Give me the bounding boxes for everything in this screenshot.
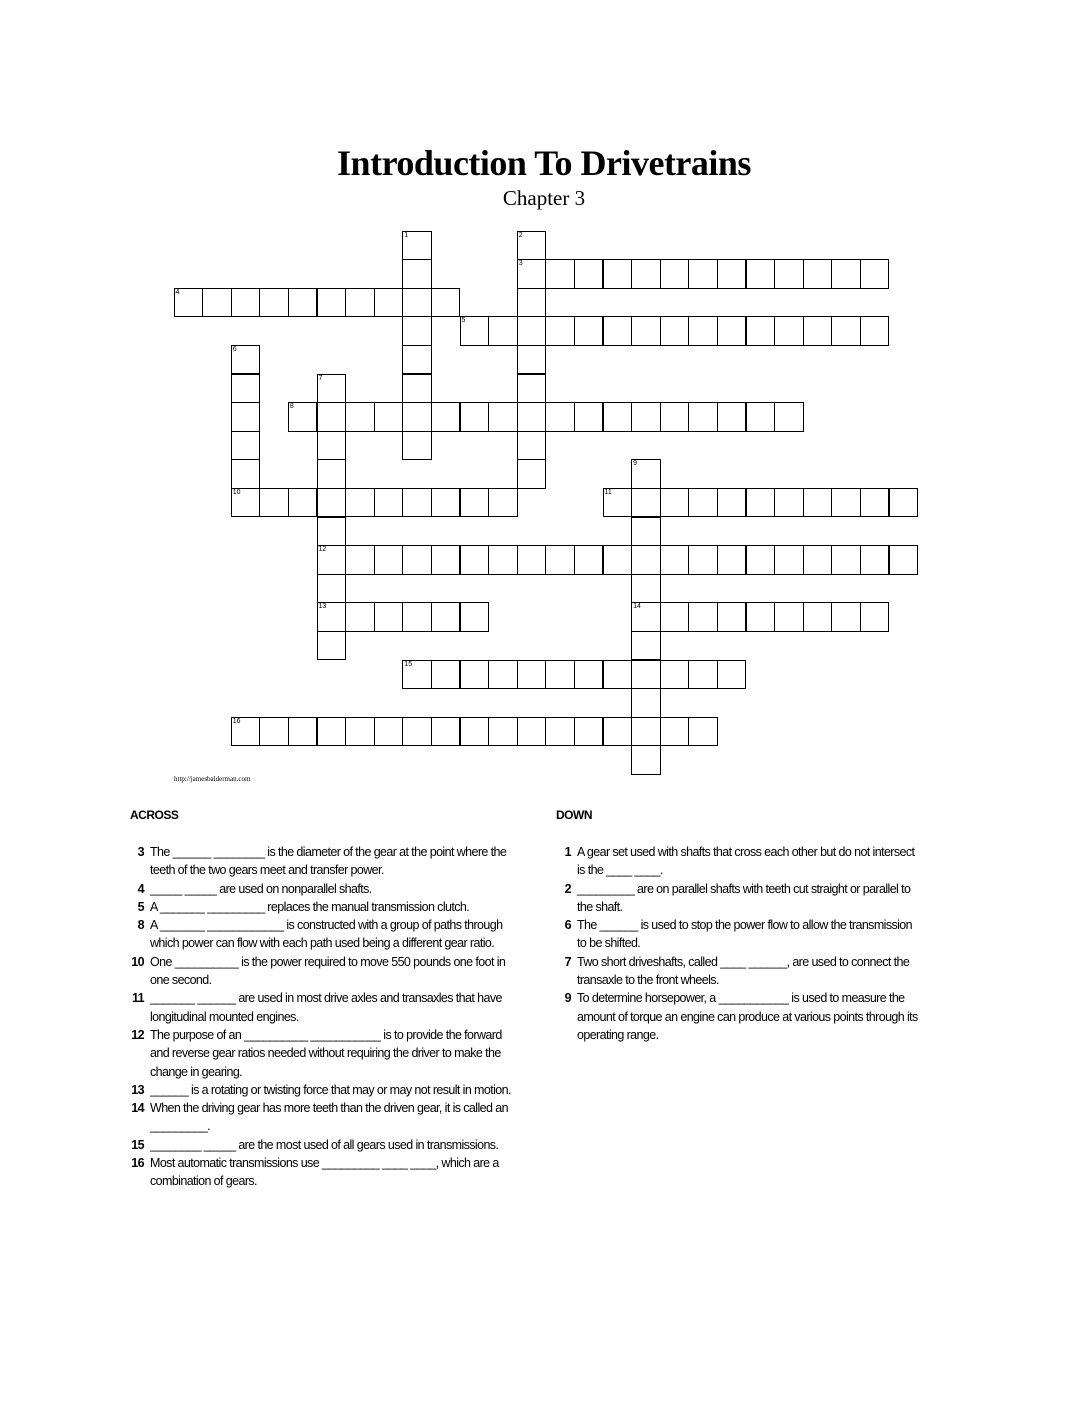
crossword-cell[interactable] [488, 717, 518, 747]
across-clue [126, 1136, 516, 1154]
crossword-cell[interactable] [803, 259, 833, 289]
crossword-cell[interactable] [603, 660, 633, 690]
crossword-cell[interactable] [688, 316, 718, 346]
down-clue [553, 880, 923, 917]
crossword-cell[interactable] [288, 488, 318, 518]
clue-number-label: 11 [604, 488, 612, 496]
crossword-cell[interactable] [402, 717, 432, 747]
page-subtitle: Chapter 3 [502, 186, 586, 210]
clue-number: 16 [131, 1156, 144, 1171]
crossword-cell[interactable] [545, 402, 575, 432]
crossword-cell[interactable] [746, 316, 776, 346]
crossword-cell[interactable] [317, 288, 347, 318]
crossword-cell[interactable] [402, 345, 432, 375]
clue-text: _____ _____ are used on nonparallel shafts. [150, 881, 372, 896]
crossword-cell[interactable] [431, 488, 461, 518]
crossword-cell[interactable] [374, 288, 404, 318]
crossword-cell[interactable] [603, 259, 633, 289]
crossword-cell[interactable] [431, 717, 461, 747]
crossword-cell[interactable] [317, 459, 347, 489]
clue-number: 12 [131, 1027, 144, 1042]
crossword-cell[interactable] [317, 402, 347, 432]
crossword-cell[interactable] [374, 402, 404, 432]
crossword-cell[interactable] [660, 660, 690, 690]
crossword-cell[interactable] [603, 488, 633, 518]
crossword-cell[interactable] [889, 488, 919, 518]
crossword-cell[interactable] [631, 316, 661, 346]
crossword-cell[interactable] [231, 488, 261, 518]
crossword-cell[interactable] [374, 717, 404, 747]
crossword-cell[interactable] [660, 316, 690, 346]
crossword-cell[interactable] [746, 259, 776, 289]
crossword-cell[interactable] [488, 488, 518, 518]
crossword-cell[interactable] [545, 717, 575, 747]
clue-text: _______ ______ are used in most drive axles and transaxles that have longitudinal mounted engines. [150, 991, 502, 1024]
crossword-cell[interactable] [603, 402, 633, 432]
crossword-cell[interactable] [460, 316, 490, 346]
crossword-cell[interactable] [231, 717, 261, 747]
crossword-cell[interactable] [746, 545, 776, 575]
crossword-cell[interactable] [803, 602, 833, 632]
crossword-cell[interactable] [660, 259, 690, 289]
crossword-cell[interactable] [517, 402, 547, 432]
crossword-cell[interactable] [345, 717, 375, 747]
crossword-cell[interactable] [402, 545, 432, 575]
crossword-cell[interactable] [545, 660, 575, 690]
clue-number: 15 [131, 1137, 144, 1152]
crossword-cell[interactable] [603, 316, 633, 346]
crossword-cell[interactable] [746, 402, 776, 432]
across-clue [126, 843, 516, 880]
across-clue [126, 953, 516, 990]
crossword-cell[interactable] [317, 431, 347, 461]
crossword-cell[interactable] [774, 259, 804, 289]
crossword-cell[interactable] [517, 374, 547, 404]
crossword-cell[interactable] [431, 660, 461, 690]
crossword-cell[interactable] [317, 517, 347, 547]
crossword-cell[interactable] [631, 574, 661, 604]
crossword-cell[interactable] [488, 316, 518, 346]
crossword-cell[interactable] [460, 602, 490, 632]
crossword-cell[interactable] [717, 602, 747, 632]
clue-number-label: 5 [461, 317, 466, 325]
crossword-cell[interactable] [545, 259, 575, 289]
crossword-cell[interactable] [402, 488, 432, 518]
crossword-cell[interactable] [860, 259, 890, 289]
across-clue [126, 1099, 516, 1136]
crossword-cell[interactable] [374, 488, 404, 518]
crossword-cell[interactable] [660, 545, 690, 575]
clue-text: ________ _____ are the most used of all gears used in transmissions. [150, 1137, 499, 1152]
crossword-cell[interactable] [688, 717, 718, 747]
crossword-cell[interactable] [631, 717, 661, 747]
clue-number: 5 [137, 899, 144, 914]
crossword-cell[interactable] [746, 602, 776, 632]
clue-number-label: 14 [633, 603, 641, 611]
crossword-cell[interactable] [831, 488, 861, 518]
crossword-cell[interactable] [374, 545, 404, 575]
crossword-cell[interactable] [603, 717, 633, 747]
crossword-cell[interactable] [574, 717, 604, 747]
down-clue [553, 953, 923, 990]
across-clue [126, 1081, 516, 1099]
crossword-cell[interactable] [431, 545, 461, 575]
across-clue [126, 1026, 516, 1081]
crossword-cell[interactable] [860, 316, 890, 346]
crossword-cell[interactable] [631, 660, 661, 690]
clue-number: 14 [131, 1101, 144, 1116]
across-heading: ACROSS [130, 808, 179, 822]
crossword-cell[interactable] [402, 402, 432, 432]
crossword-cell[interactable] [717, 488, 747, 518]
clue-text: ______ is a rotating or twisting force that may or may not result in motion. [150, 1082, 511, 1097]
clue-number: 9 [564, 991, 571, 1006]
crossword-cell[interactable] [460, 488, 490, 518]
clue-text: Two short driveshafts, called ____ ______, are used to connect the transaxle to the front wheels. [577, 954, 910, 988]
clue-number-label: 1 [404, 231, 409, 239]
clue-text: A _______ ____________ is constructed with a group of paths through which power can flow with each path used being a different gear ratio. [150, 918, 503, 951]
crossword-cell[interactable] [259, 717, 289, 747]
crossword-cell[interactable] [889, 545, 919, 575]
clue-number: 8 [137, 918, 144, 933]
crossword-cell[interactable] [288, 717, 318, 747]
crossword-cell[interactable] [517, 259, 547, 289]
crossword-cell[interactable] [317, 545, 347, 575]
crossword-cell[interactable] [317, 602, 347, 632]
crossword-cell[interactable] [460, 545, 490, 575]
crossword-cell[interactable] [402, 431, 432, 461]
crossword-cell[interactable] [631, 602, 661, 632]
crossword-cell[interactable] [574, 259, 604, 289]
crossword-cell[interactable] [402, 602, 432, 632]
page-title: Introduction To Drivetrains [337, 143, 751, 183]
down-clue [553, 843, 923, 880]
crossword-cell[interactable] [774, 602, 804, 632]
clue-text: Most automatic transmissions use _________ ____ ____, which are a combination of gears. [150, 1156, 499, 1189]
crossword-cell[interactable] [545, 316, 575, 346]
crossword-cell[interactable] [231, 374, 261, 404]
crossword-cell[interactable] [288, 288, 318, 318]
crossword-cell[interactable] [345, 488, 375, 518]
clue-number-label: 15 [404, 660, 413, 668]
crossword-cell[interactable] [317, 488, 347, 518]
crossword-cell[interactable] [746, 488, 776, 518]
clue-number-label: 6 [232, 345, 237, 353]
across-clue [126, 1154, 516, 1191]
crossword-cell[interactable] [202, 288, 232, 318]
clue-number: 7 [564, 954, 571, 969]
down-clue-list [553, 843, 923, 1044]
crossword-cell[interactable] [517, 288, 547, 318]
crossword-cell[interactable] [460, 660, 490, 690]
crossword-cell[interactable] [860, 545, 890, 575]
across-clue [126, 916, 516, 953]
clue-number: 13 [131, 1082, 144, 1097]
crossword-cell[interactable] [774, 402, 804, 432]
crossword-cell[interactable] [517, 316, 547, 346]
crossword-cell[interactable] [574, 402, 604, 432]
crossword-cell[interactable] [717, 316, 747, 346]
clue-number-label: 9 [633, 460, 637, 468]
crossword-cell[interactable] [574, 316, 604, 346]
crossword-cell[interactable] [574, 660, 604, 690]
clue-text: When the driving gear has more teeth than the driven gear, it is called an _________. [150, 1101, 508, 1134]
crossword-cell[interactable] [402, 231, 432, 261]
down-heading: DOWN [556, 808, 592, 822]
clue-text: One __________ is the power required to move 550 pounds one foot in one second. [150, 954, 506, 988]
crossword-cell[interactable] [402, 259, 432, 289]
crossword-cell[interactable] [231, 402, 261, 432]
crossword-cell[interactable] [603, 545, 633, 575]
crossword-cell[interactable] [631, 488, 661, 518]
clue-number-label: 7 [318, 374, 323, 382]
crossword-cell[interactable] [717, 660, 747, 690]
down-clue [553, 916, 923, 953]
crossword-cell[interactable] [631, 459, 661, 489]
crossword-cell[interactable] [688, 259, 718, 289]
crossword-cell[interactable] [803, 545, 833, 575]
crossword-cell[interactable] [774, 316, 804, 346]
crossword-cell[interactable] [259, 288, 289, 318]
crossword-cell[interactable] [517, 231, 547, 261]
clue-number-label: 10 [232, 488, 241, 496]
crossword-cell[interactable] [688, 545, 718, 575]
crossword-cell[interactable] [517, 431, 547, 461]
crossword-cell[interactable] [717, 259, 747, 289]
crossword-cell[interactable] [831, 545, 861, 575]
crossword-cell[interactable] [803, 488, 833, 518]
crossword-cell[interactable] [402, 660, 432, 690]
clue-number-label: 4 [175, 288, 180, 296]
clue-text: _________ are on parallel shafts with teeth cut straight or parallel to the shaft. [577, 881, 911, 914]
source-url: http://jamesbalderman.com [174, 775, 251, 783]
crossword-cell[interactable] [317, 717, 347, 747]
crossword-cell[interactable] [345, 402, 375, 432]
clue-text: A _______ _________ replaces the manual transmission clutch. [150, 899, 470, 914]
crossword-cell[interactable] [860, 602, 890, 632]
clue-number-label: 16 [232, 717, 241, 725]
clue-number-label: 8 [289, 403, 294, 411]
crossword-cell[interactable] [288, 402, 318, 432]
clue-number-label: 2 [518, 231, 523, 239]
clue-text: To determine horsepower, a ___________ is used to measure the amount of torque an engine can produce at various points through its operating range. [577, 991, 918, 1042]
crossword-cell[interactable] [488, 660, 518, 690]
clue-number-label: 3 [518, 260, 523, 268]
crossword-cell[interactable] [488, 545, 518, 575]
crossword-cell[interactable] [660, 402, 690, 432]
crossword-cell[interactable] [231, 431, 261, 461]
crossword-cell[interactable] [688, 660, 718, 690]
clue-number: 3 [137, 845, 144, 859]
crossword-cell[interactable] [717, 545, 747, 575]
clue-text: The purpose of an __________ ___________ is to provide the forward and reverse gear ratios needed without requiring the driver to make the change in gearing. [150, 1027, 502, 1079]
crossword-cell[interactable] [517, 545, 547, 575]
crossword-cell[interactable] [831, 602, 861, 632]
crossword-cell[interactable] [345, 288, 375, 318]
crossword-cell[interactable] [402, 288, 432, 318]
across-clue-list [126, 843, 516, 1191]
crossword-cell[interactable] [345, 545, 375, 575]
crossword-cell[interactable] [803, 316, 833, 346]
clue-number: 11 [131, 991, 144, 1006]
crossword-cell[interactable] [774, 488, 804, 518]
crossword-cell[interactable] [660, 488, 690, 518]
crossword-cell[interactable] [660, 602, 690, 632]
clue-number: 1 [564, 845, 571, 859]
crossword-cell[interactable] [431, 402, 461, 432]
crossword-cell[interactable] [259, 488, 289, 518]
clue-number: 10 [131, 954, 144, 969]
clue-number: 6 [564, 918, 571, 933]
crossword-cell[interactable] [631, 631, 661, 661]
crossword-cell[interactable] [631, 517, 661, 547]
crossword-cell[interactable] [631, 259, 661, 289]
clue-text: The ______ ________ is the diameter of the gear at the point where the teeth of the two gears meet and transfer power. [150, 845, 507, 878]
crossword-cell[interactable] [460, 402, 490, 432]
crossword-cell[interactable] [631, 402, 661, 432]
crossword-cell[interactable] [402, 374, 432, 404]
crossword-cell[interactable] [545, 545, 575, 575]
crossword-cell[interactable] [345, 602, 375, 632]
crossword-cell[interactable] [774, 545, 804, 575]
crossword-cell[interactable] [231, 288, 261, 318]
crossword-cell[interactable] [688, 402, 718, 432]
crossword-cell[interactable] [431, 288, 461, 318]
crossword-cell[interactable] [631, 745, 661, 775]
crossword-cell[interactable] [402, 316, 432, 346]
crossword-cell[interactable] [317, 631, 347, 661]
clue-text: A gear set used with shafts that cross each other but do not intersect is the ____ ____. [577, 845, 915, 878]
crossword-cell[interactable] [688, 602, 718, 632]
clue-number-label: 13 [318, 603, 327, 611]
clue-number: 4 [137, 881, 144, 896]
crossword-cell[interactable] [174, 288, 204, 318]
crossword-cell[interactable] [517, 459, 547, 489]
crossword-cell[interactable] [231, 345, 261, 375]
crossword-cell[interactable] [860, 488, 890, 518]
crossword-cell[interactable] [831, 259, 861, 289]
crossword-cell[interactable] [317, 374, 347, 404]
across-clue [126, 989, 516, 1026]
crossword-cell[interactable] [631, 545, 661, 575]
crossword-cell[interactable] [431, 602, 461, 632]
crossword-cell[interactable] [317, 574, 347, 604]
crossword-cell[interactable] [231, 459, 261, 489]
crossword-cell[interactable] [660, 717, 690, 747]
crossword-cell[interactable] [831, 316, 861, 346]
crossword-cell[interactable] [517, 717, 547, 747]
crossword-cell[interactable] [631, 688, 661, 718]
crossword-cell[interactable] [517, 345, 547, 375]
crossword-cell[interactable] [717, 402, 747, 432]
down-clue [553, 989, 923, 1044]
crossword-cell[interactable] [517, 660, 547, 690]
clue-number: 2 [564, 881, 571, 896]
across-clue [126, 898, 516, 916]
crossword-cell[interactable] [574, 545, 604, 575]
clue-number-label: 12 [318, 546, 327, 554]
crossword-cell[interactable] [374, 602, 404, 632]
crossword-cell[interactable] [460, 717, 490, 747]
clue-text: The ______ is used to stop the power flow to allow the transmission to be shifted. [577, 918, 913, 951]
crossword-cell[interactable] [488, 402, 518, 432]
crossword-cell[interactable] [688, 488, 718, 518]
across-clue [126, 880, 516, 898]
